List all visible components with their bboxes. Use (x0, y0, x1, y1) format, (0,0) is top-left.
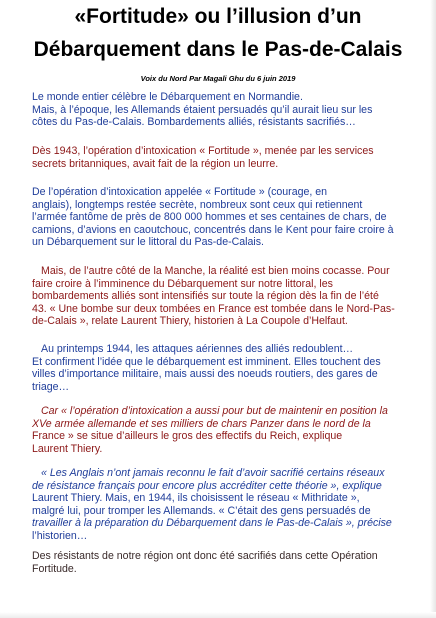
title-line-2: Débarquement dans le Pas-de-Calais (33, 38, 403, 61)
text-line: bombardements alliés sont intensifiés sur toute la région dès la fin de l’été (32, 290, 379, 303)
paragraph-xve-armee (32, 405, 427, 455)
text-line: « Les Anglais n’ont jamais reconnu le fait d’avoir sacrifié certains réseaux (41, 467, 385, 479)
text-line: Mais, à l’époque, les Allemands étaient persuadés qu’il aurait lieu sur les (32, 103, 373, 116)
paragraph-spring-1944 (32, 343, 427, 393)
paragraph-intro (32, 91, 427, 129)
text-line: triage… (32, 380, 70, 393)
title-line-1: «Fortitude» ou l’illusion d’un (74, 5, 362, 28)
text-line: De l’opération d’intoxication appelée « Fortitude » (courage, en (32, 186, 328, 198)
paragraph-fortitude-1943 (32, 145, 427, 170)
text-line: France » se situe d’ailleurs le gros des effectifs du Reich, explique (32, 430, 343, 443)
text-line: Laurent Thiery. Mais, en 1944, ils choisissent le réseau « Mithridate », (32, 492, 360, 505)
text-line: villes d’importance militaire, mais aussi des noeuds routiers, des gares de (32, 368, 378, 381)
text-line: de-Calais », relate Laurent Thiery, historien à La Coupole d’Helfaut. (32, 315, 348, 328)
paragraph-conclusion (32, 550, 427, 575)
text-line: camions, d’avions en caoutchouc, concentrés dans le Kent pour faire croire à (32, 223, 394, 236)
text-line: côtes du Pas-de-Calais. Bombardements alliés, résistants sacrifiés… (32, 116, 356, 129)
text-line: Laurent Thiery. (32, 442, 103, 455)
page-edge-shadow (430, 0, 436, 618)
text-line: 43. « Une bombe sur deux tombées en France est tombée dans le Nord-Pas- (32, 302, 395, 315)
text-line: Mais, de l’autre côté de la Manche, la réalité est bien moins cocasse. Pour (41, 265, 390, 277)
text-line: l’historien… (32, 529, 88, 542)
text-line: Des résistants de notre région ont donc été sacrifiés dans cette Opération (32, 550, 378, 562)
text-line: faire croire à l’imminence du Débarquement sur notre littoral, les (32, 277, 333, 290)
text-line: de résistance français pour encore plus accréditer cette théorie », explique (32, 479, 382, 492)
text-line: Dès 1943, l’opération d’intoxication « Fortitude », menée par les services (32, 145, 374, 157)
text-line: Fortitude. (32, 562, 77, 575)
text-line: secrets britanniques, avait fait de la région un leurre. (32, 157, 279, 170)
text-line: Et confirment l’idée que le débarquement est imminent. Elles touchent des (32, 355, 381, 368)
text-line: XVe armée allemande et ses milliers de chars Panzer dans le nord de la (32, 417, 371, 430)
paragraph-phantom-army (32, 186, 427, 249)
text-line: Le monde entier célèbre le Débarquement en Normandie. (32, 91, 303, 103)
text-line: Car « l’opération d’intoxication a aussi pour but de maintenir en position la (41, 405, 388, 417)
paragraph-mithridate (32, 467, 427, 543)
text-line: un Débarquement sur le littoral du Pas-de-Calais. (32, 236, 265, 249)
page-bottom-shadow (0, 612, 436, 618)
text-line: Au printemps 1944, les attaques aériennes des alliés redoublent… (41, 343, 354, 355)
paragraph-bombings (32, 265, 427, 328)
text-line: anglais), longtemps restée secrète, nombreux sont ceux qui retiennent (32, 198, 363, 211)
source-credit: Voix du Nord Par Magali Ghu du 6 juin 2019 (140, 74, 296, 83)
text-line: malgré lui, pour tromper les Allemands. « C’était des gens persuadés de (32, 504, 371, 517)
text-line: travailler à la préparation du Débarquement dans le Pas-de-Calais », précise (32, 517, 392, 530)
text-line: l’armée fantôme de près de 800 000 hommes et ses centaines de chars, de (32, 211, 387, 224)
